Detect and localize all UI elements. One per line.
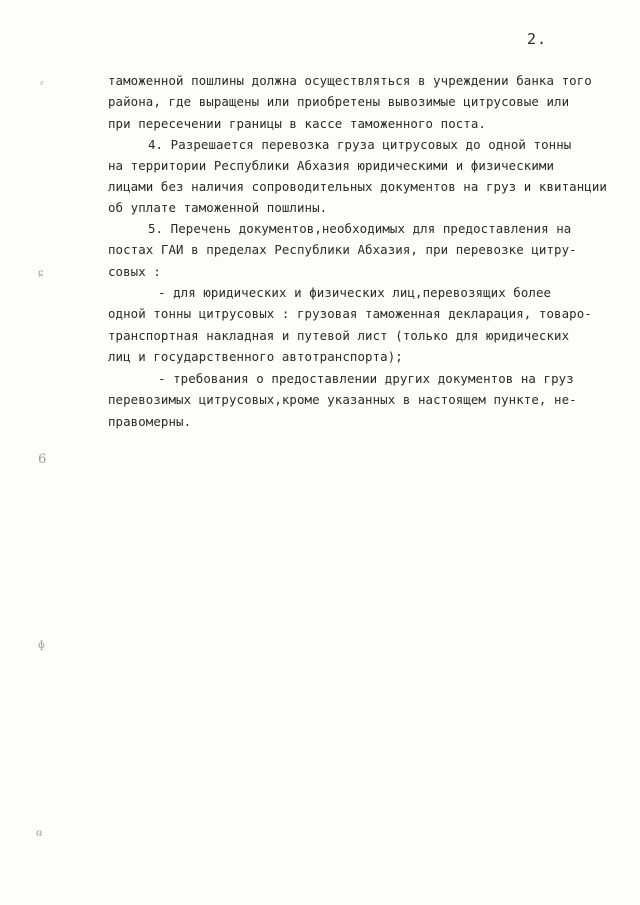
margin-mark-2: ɕ bbox=[38, 268, 44, 279]
text-line: района, где выращены или приобретены вывозимые цитрусовые или bbox=[108, 94, 570, 109]
text-line: на территории Республики Абхазия юридическими и физическими bbox=[108, 158, 555, 173]
text-line: 4. Разрешается перевозка груза цитрусовых до одной тонны bbox=[148, 137, 572, 152]
text-line: лиц и государственного автотранспорта); bbox=[108, 349, 403, 364]
margin-mark-3: 6 bbox=[38, 452, 47, 467]
margin-mark-1: ᶻ bbox=[40, 80, 44, 91]
text-line: постах ГАИ в пределах Республики Абхазия, при перевозке цитру- bbox=[108, 242, 577, 257]
text-line: транспортная накладная и путевой лист (только для юридических bbox=[108, 328, 570, 343]
text-line: совых : bbox=[108, 264, 161, 279]
text-line: одной тонны цитрусовых : грузовая таможенная декларация, товаро- bbox=[108, 306, 592, 321]
text-line: при пересечении границы в кассе таможенного поста. bbox=[108, 116, 486, 131]
text-line: - требования о предоставлении других документов на груз bbox=[158, 371, 574, 386]
margin-mark-4: ɸ bbox=[38, 640, 45, 651]
text-line: - для юридических и физических лиц,перевозящих более bbox=[158, 285, 552, 300]
text-line: таможенной пошлины должна осуществляться в учреждении банка того bbox=[108, 73, 592, 88]
text-line: 5. Перечень документов,необходимых для предоставления на bbox=[148, 221, 572, 236]
text-line: перевозимых цитрусовых,кроме указанных в настоящем пункте, не- bbox=[108, 392, 577, 407]
text-line: лицами без наличия сопроводительных документов на груз и квитанции bbox=[108, 179, 607, 194]
margin-mark-5: ɞ bbox=[36, 828, 43, 839]
page-number: 2. bbox=[527, 30, 548, 48]
text-line: правомерны. bbox=[108, 414, 192, 429]
text-line: об уплате таможенной пошлины. bbox=[108, 200, 328, 215]
